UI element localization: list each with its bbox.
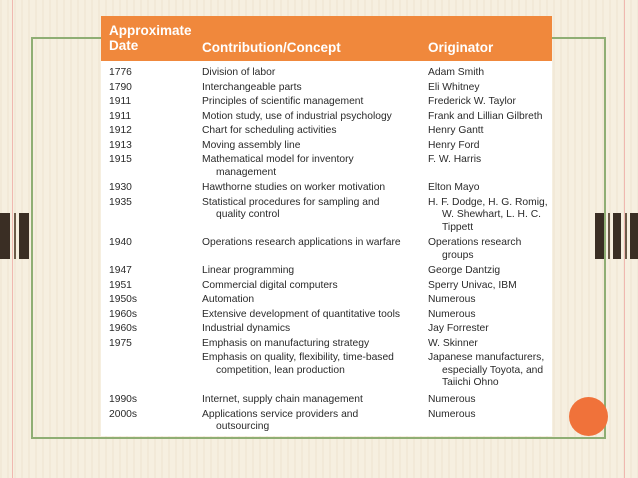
- contribution-line: Moving assembly line: [202, 139, 301, 151]
- date-cell: 1960s: [109, 323, 138, 334]
- originator-cell: [428, 182, 548, 195]
- date-cell: 1975: [109, 337, 132, 349]
- originator-cell: [428, 111, 548, 124]
- header-originator: Originator: [428, 40, 494, 55]
- originator-cell: [428, 140, 548, 153]
- date-cell: 1912: [109, 125, 132, 136]
- contribution-cell: [202, 125, 417, 138]
- contribution-line: Operations research applications in warfare: [202, 237, 401, 248]
- contribution-cell: [202, 111, 417, 124]
- contribution-line: Automation: [202, 294, 255, 305]
- originator-line: Tippett: [442, 221, 474, 233]
- history-table: [101, 16, 552, 436]
- contribution-line: Statistical procedures for sampling and: [202, 196, 380, 208]
- contribution-line: Division of labor: [202, 67, 276, 78]
- contribution-cell: [202, 237, 417, 250]
- originator-cell: [428, 67, 548, 80]
- date-cell: 1947: [109, 265, 132, 276]
- contribution-cell: [202, 338, 417, 351]
- originator-cell: [428, 197, 548, 235]
- originator-line: Numerous: [428, 394, 476, 405]
- originator-line: F. W. Harris: [428, 154, 482, 165]
- date-cell: 1960s: [109, 308, 138, 320]
- contribution-cell: [202, 82, 417, 95]
- originator-line: Numerous: [428, 294, 476, 305]
- date-cell: 1950s: [109, 294, 138, 305]
- date-cell: 1776: [109, 67, 132, 78]
- contribution-cell: [202, 309, 417, 322]
- contribution-line: Chart for scheduling activities: [202, 125, 337, 136]
- contribution-cell: [202, 265, 417, 278]
- originator-cell: [428, 338, 548, 351]
- contribution-cell: [202, 182, 417, 195]
- date-cell: 1913: [109, 139, 132, 151]
- originator-cell: [428, 125, 548, 138]
- originator-line: W. Skinner: [428, 337, 478, 349]
- right-side-decoration: [595, 213, 638, 259]
- originator-cell: [428, 280, 548, 293]
- originator-line: Numerous: [428, 308, 476, 320]
- contribution-cell: [202, 67, 417, 80]
- contribution-line: Interchangeable parts: [202, 81, 302, 93]
- originator-line: H. F. Dodge, H. G. Romig,: [428, 196, 548, 208]
- originator-line: Adam Smith: [428, 67, 485, 78]
- contribution-line: Internet, supply chain management: [202, 394, 363, 405]
- originator-cell: [428, 309, 548, 322]
- originator-line: especially Toyota, and: [442, 364, 544, 376]
- originator-line: Taiichi Ohno: [442, 377, 499, 389]
- contribution-cell: [202, 394, 417, 407]
- contribution-line: Emphasis on quality, flexibility, time-based: [202, 352, 394, 363]
- date-cell: 1990s: [109, 394, 138, 405]
- originator-cell: [428, 96, 548, 109]
- date-cell: 1911: [109, 96, 132, 107]
- contribution-cell: [202, 352, 417, 377]
- contribution-cell: [202, 294, 417, 307]
- date-cell: 1930: [109, 182, 132, 193]
- originator-line: W. Shewhart, L. H. C.: [442, 209, 541, 221]
- contribution-line: outsourcing: [216, 421, 270, 433]
- contribution-line: quality control: [216, 209, 280, 221]
- contribution-line: Mathematical model for inventory: [202, 154, 354, 165]
- contribution-line: Linear programming: [202, 265, 295, 276]
- originator-line: Frank and Lillian Gilbreth: [428, 110, 543, 122]
- originator-line: Henry Gantt: [428, 125, 484, 136]
- table-header: [101, 16, 552, 61]
- originator-line: Sperry Univac, IBM: [428, 279, 517, 291]
- originator-line: Numerous: [428, 408, 476, 420]
- contribution-line: Applications service providers and: [202, 408, 359, 420]
- contribution-line: Commercial digital computers: [202, 279, 338, 291]
- contribution-cell: [202, 140, 417, 153]
- contribution-cell: [202, 154, 417, 179]
- originator-cell: [428, 352, 548, 390]
- originator-line: Frederick W. Taylor: [428, 96, 516, 107]
- contribution-line: Industrial dynamics: [202, 323, 291, 334]
- contribution-line: Hawthorne studies on worker motivation: [202, 182, 386, 193]
- header-date-line2: Date: [109, 38, 139, 53]
- date-cell: 1911: [109, 110, 132, 122]
- contribution-line: Motion study, use of industrial psychology: [202, 110, 392, 122]
- originator-line: groups: [442, 249, 474, 261]
- contribution-cell: [202, 409, 417, 434]
- originator-cell: [428, 323, 548, 336]
- contribution-line: Principles of scientific management: [202, 96, 364, 107]
- originator-line: Japanese manufacturers,: [428, 352, 545, 363]
- originator-line: George Dantzig: [428, 265, 501, 276]
- originator-cell: [428, 294, 548, 307]
- originator-cell: [428, 409, 548, 422]
- date-cell: 1951: [109, 279, 132, 291]
- contribution-cell: [202, 197, 417, 222]
- header-date-line1: Approximate: [109, 23, 192, 38]
- header-contribution: Contribution/Concept: [202, 40, 341, 55]
- originator-line: Henry Ford: [428, 139, 480, 151]
- date-cell: 2000s: [109, 408, 138, 420]
- originator-cell: [428, 394, 548, 407]
- originator-line: Operations research: [428, 237, 522, 248]
- contribution-line: Extensive development of quantitative tools: [202, 308, 401, 320]
- left-side-decoration: [0, 213, 30, 259]
- originator-line: Elton Mayo: [428, 182, 480, 193]
- originator-cell: [428, 82, 548, 95]
- contribution-cell: [202, 96, 417, 109]
- contribution-line: competition, lean production: [216, 364, 345, 376]
- date-cell: 1940: [109, 237, 132, 248]
- date-cell: 1790: [109, 81, 132, 93]
- contribution-line: management: [216, 166, 277, 178]
- originator-line: Eli Whitney: [428, 81, 480, 93]
- originator-cell: [428, 154, 548, 167]
- originator-cell: [428, 237, 548, 262]
- contribution-line: Emphasis on manufacturing strategy: [202, 337, 370, 349]
- date-cell: 1915: [109, 154, 132, 165]
- date-cell: 1935: [109, 196, 132, 208]
- originator-line: Jay Forrester: [428, 323, 489, 334]
- contribution-cell: [202, 323, 417, 336]
- originator-cell: [428, 265, 548, 278]
- decorative-circle: [569, 397, 608, 436]
- header-date: [109, 23, 192, 53]
- contribution-cell: [202, 280, 417, 293]
